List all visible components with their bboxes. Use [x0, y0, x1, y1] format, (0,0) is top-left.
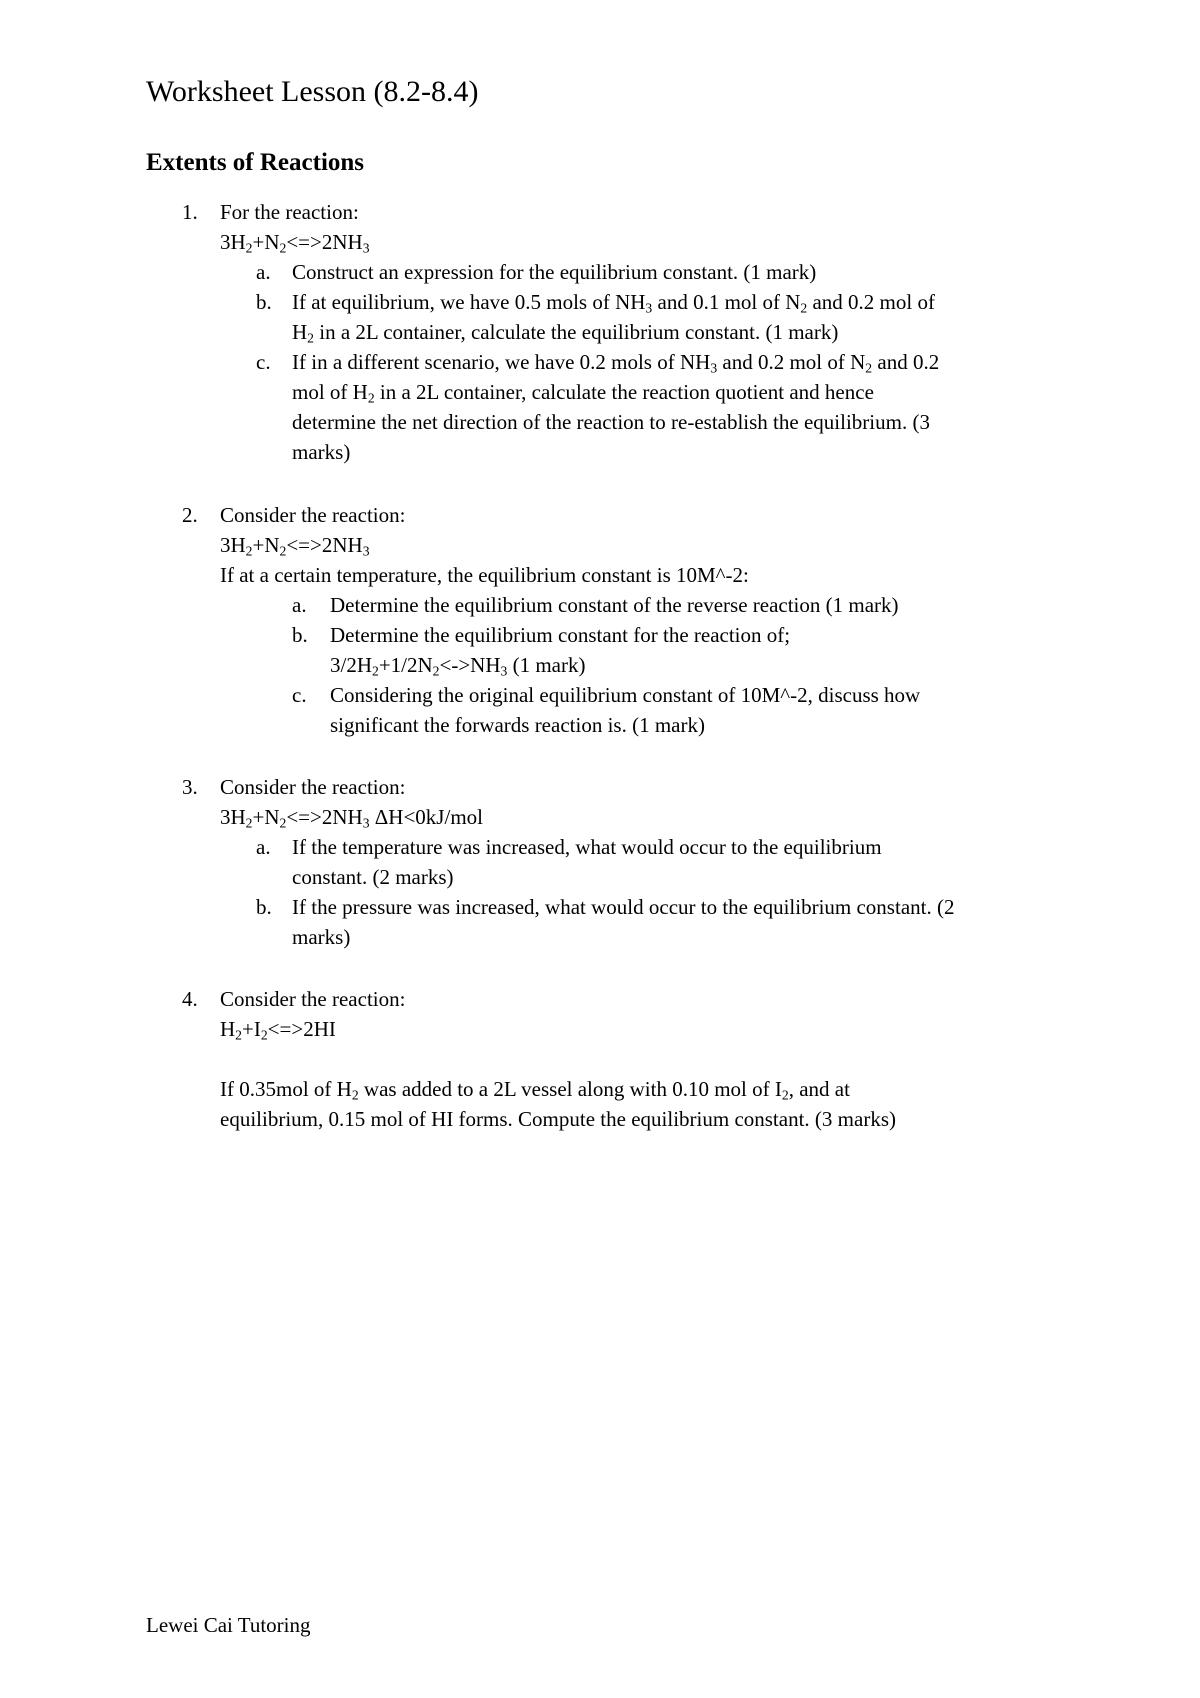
subquestion-letter: a. — [256, 260, 271, 284]
condition-text: If at a certain temperature, the equilibrium constant is 10M^-2: — [220, 563, 749, 587]
subquestion-c-text-cont: determine the net direction of the reaction to re-establish the equilibrium. (3 — [292, 410, 930, 434]
subquestion-b-equation: $3/2H_2+1/2N_2<->NH_3$ (1 mark) — [330, 653, 586, 679]
question-3 — [146, 772, 1086, 952]
reaction-equation: $3H_2+N_2<=>2NH_3$ ΔH<0kJ/mol — [220, 805, 483, 831]
subquestion-c-text-cont: mol of $H_2$ in a 2L container, calculate the reaction quotient and hence — [292, 380, 874, 406]
subquestion-b-text-cont: marks) — [292, 925, 351, 949]
question-number: 2. — [182, 503, 198, 527]
question-intro: Consider the reaction: — [220, 987, 406, 1011]
subquestion-c-text-cont: marks) — [292, 440, 351, 464]
question-1 — [146, 197, 1086, 467]
subquestion-b-text: Determine the equilibrium constant for the reaction of; — [330, 623, 791, 647]
subquestion-letter: c. — [292, 683, 307, 707]
subquestion-letter: c. — [256, 350, 271, 374]
question-4 — [146, 984, 1086, 1134]
subquestion-c-text: If in a different scenario, we have 0.2 mols of $NH_3$ and 0.2 mol of $N_2$ and 0.2 — [292, 350, 940, 376]
subquestion-letter: b. — [292, 623, 308, 647]
question-2 — [146, 500, 1086, 740]
question-intro: For the reaction: — [220, 200, 359, 224]
reaction-equation: $H_2+I_2<=>2HI$ — [220, 1017, 336, 1043]
reaction-equation: $3H_2+N_2<=>2NH_3$ — [220, 533, 370, 559]
reaction-equation: $3H_2+N_2<=>2NH_3$ — [220, 230, 370, 256]
section-heading: Extents of Reactions — [146, 149, 365, 176]
question-number: 4. — [182, 987, 198, 1011]
question-paragraph-cont: equilibrium, 0.15 mol of HI forms. Compute the equilibrium constant. (3 marks) — [220, 1107, 896, 1131]
page-title: Worksheet Lesson (8.2-8.4) — [146, 75, 479, 108]
page-footer: Lewei Cai Tutoring — [146, 1613, 311, 1637]
subquestion-c-text: Considering the original equilibrium constant of 10M^-2, discuss how — [330, 683, 921, 707]
question-intro: Consider the reaction: — [220, 775, 406, 799]
subquestion-b-text: If the pressure was increased, what would occur to the equilibrium constant. (2 — [292, 895, 955, 919]
subquestion-letter: b. — [256, 895, 272, 919]
question-paragraph: If 0.35mol of $H_2$ was added to a 2L vessel along with 0.10 mol of $I_2$, and at — [220, 1077, 850, 1103]
subquestion-letter: a. — [292, 593, 307, 617]
subquestion-letter: b. — [256, 290, 272, 314]
question-number: 3. — [182, 775, 198, 799]
subquestion-letter: a. — [256, 835, 271, 859]
subquestion-a-text: If the temperature was increased, what would occur to the equilibrium — [292, 835, 882, 859]
subquestion-a-text: Determine the equilibrium constant of the reverse reaction (1 mark) — [330, 593, 899, 617]
question-number: 1. — [182, 200, 198, 224]
subquestion-a-text-cont: constant. (2 marks) — [292, 865, 454, 889]
subquestion-b-text: If at equilibrium, we have 0.5 mols of $NH_3$ and 0.1 mol of $N_2$ and 0.2 mol of — [292, 290, 935, 316]
subquestion-c-text-cont: significant the forwards reaction is. (1 mark) — [330, 713, 705, 737]
question-intro: Consider the reaction: — [220, 503, 406, 527]
subquestion-b-text-cont: $H_2$ in a 2L container, calculate the equilibrium constant. (1 mark) — [292, 320, 839, 346]
subquestion-a-text: Construct an expression for the equilibrium constant. (1 mark) — [292, 260, 817, 284]
